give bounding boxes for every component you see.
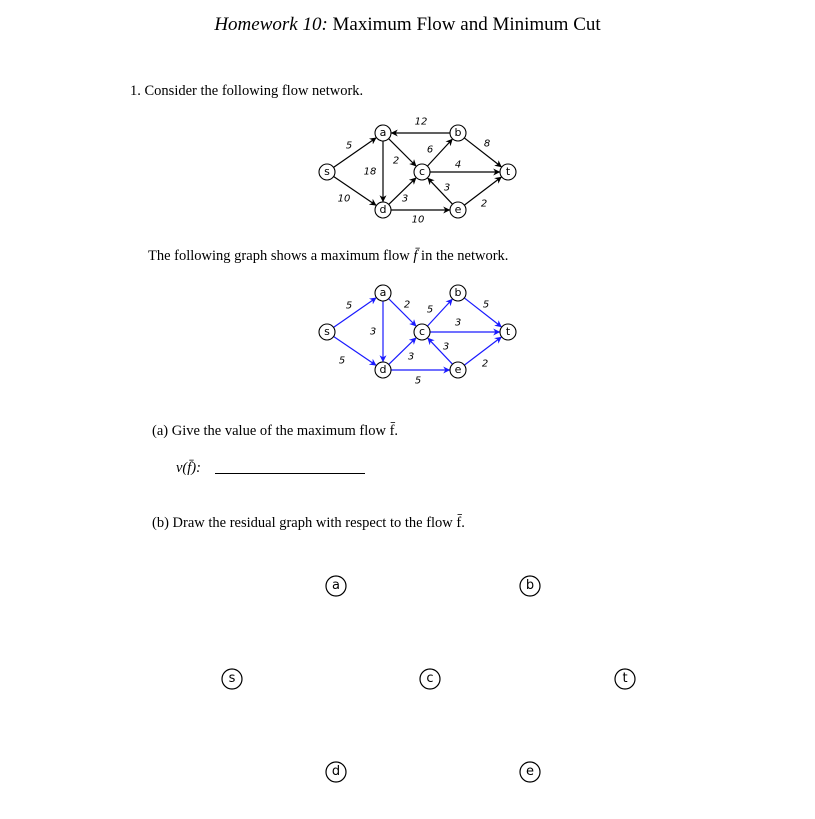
svg-text:c: c	[418, 325, 426, 338]
svg-text:e: e	[454, 363, 462, 376]
svg-text:b: b	[525, 578, 535, 593]
answer-label: v(f̄):	[176, 460, 201, 476]
svg-text:a: a	[379, 126, 387, 139]
residual-node-a[interactable]	[326, 576, 346, 596]
residual-node-t[interactable]	[615, 669, 635, 689]
capacity-edge-label-a-d: 18	[363, 166, 377, 178]
flow-edge-label-a-c: 2	[403, 299, 411, 311]
svg-text:t: t	[505, 165, 511, 178]
flow-symbol: f̄	[413, 248, 418, 264]
title-topic: Maximum Flow and Minimum Cut	[327, 14, 601, 35]
flow-edge-label-e-c: 3	[442, 341, 450, 353]
flow-edge-label-s-d: 5	[338, 355, 346, 367]
svg-text:s: s	[324, 325, 330, 338]
residual-node-e[interactable]	[520, 762, 540, 782]
svg-text:a: a	[379, 286, 387, 299]
capacity-edge-label-e-t: 2	[480, 198, 488, 210]
max-flow-intro-before: The following graph shows a maximum flow	[148, 248, 414, 264]
question-1-prompt: 1. Consider the following flow network.	[130, 83, 364, 99]
capacity-edge-label-e-c: 3	[443, 182, 451, 194]
capacity-edge-label-c-t: 4	[454, 159, 462, 171]
residual-node-s[interactable]	[222, 669, 242, 689]
capacity-edge-label-d-e: 10	[411, 214, 425, 226]
flow-edge-label-d-c: 3	[407, 351, 415, 363]
svg-text:t: t	[622, 671, 628, 686]
title-homework-number: Homework 10:	[214, 14, 328, 35]
svg-text:s: s	[324, 165, 330, 178]
capacity-edge-label-s-a: 5	[345, 140, 353, 152]
svg-text:c: c	[418, 165, 426, 178]
max-flow-intro-after: in the network.	[417, 248, 509, 264]
capacity-edge-label-d-c: 3	[401, 193, 409, 205]
svg-text:e: e	[526, 764, 534, 779]
part-b-prompt: (b) Draw the residual graph with respect to the flow f̄.	[152, 515, 465, 531]
residual-node-c[interactable]	[420, 669, 440, 689]
svg-text:b: b	[454, 126, 462, 139]
residual-node-b[interactable]	[520, 576, 540, 596]
svg-text:e: e	[454, 203, 462, 216]
flow-edge-label-c-b: 5	[426, 304, 434, 316]
capacity-edge-label-s-d: 10	[337, 193, 351, 205]
svg-text:d: d	[379, 363, 387, 376]
svg-text:c: c	[426, 671, 434, 686]
capacity-edge-label-a-c: 2	[392, 155, 400, 167]
capacity-edge-label-c-b: 6	[426, 144, 434, 156]
flow-edge-label-e-t: 2	[481, 358, 489, 370]
part-a-prompt: (a) Give the value of the maximum flow f̄.	[152, 423, 399, 439]
svg-text:a: a	[332, 578, 340, 593]
svg-text:t: t	[505, 325, 511, 338]
capacity-edge-label-b-t: 8	[483, 138, 491, 150]
flow-edge-label-c-t: 3	[454, 317, 462, 329]
svg-text:d: d	[379, 203, 387, 216]
capacity-edge-label-b-a: 12	[414, 116, 428, 128]
flow-edge-label-b-t: 5	[482, 299, 490, 311]
svg-text:s: s	[228, 671, 236, 686]
flow-edge-label-s-a: 5	[345, 300, 353, 312]
svg-text:b: b	[454, 286, 462, 299]
flow-edge-label-a-d: 3	[369, 326, 377, 338]
svg-text:d: d	[331, 764, 341, 779]
flow-edge-label-d-e: 5	[414, 375, 422, 387]
residual-node-d[interactable]	[326, 762, 346, 782]
